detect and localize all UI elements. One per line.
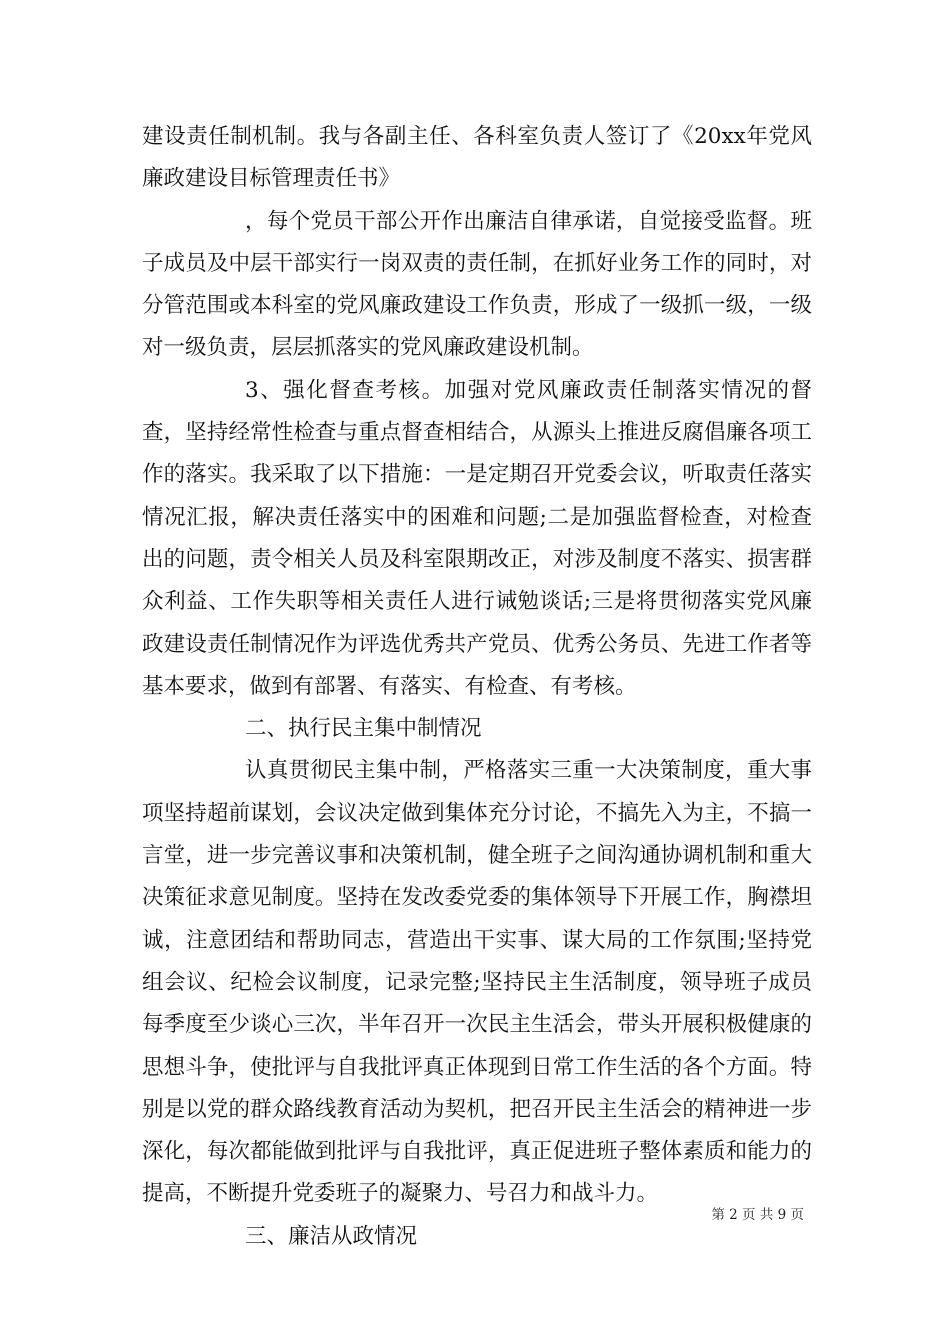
page-number-footer: 第 2 页 共 9 页 [711, 1207, 804, 1223]
paragraph-1: 建设责任制机制。我与各副主任、各科室负责人签订了《20xx年党风廉政建设目标管理责任书》 [142, 124, 812, 192]
section-heading-2: 二、执行民主集中制情况 [245, 716, 482, 742]
paragraph-4: 认真贯彻民主集中制，严格落实三重一大决策制度，重大事项坚持超前谋划，会议决定做到集体充分讨论，不搞先入为主，不搞一言堂，进一步完善议事和决策机制，健全班子之间沟通协调机制和重大决策征求意见制度。坚持在发改委党委的集体领导下开展工作，胸襟坦诚，注意团结和帮助同志，营造出干实事、谋大局的工作氛围;坚持党组会议、纪检会议制度，记录完整;坚持民主生活制度，领导班子成员每季度至少谈心三次，半年召开一次民主生活会，带头开展积极健康的思想斗争，使批评与自我批评真正体现到日常工作生活的各个方面。特别是以党的群众路线教育活动为契机，把召开民主生活会的精神进一步深化，每次都能做到批评与自我批评，真正促进班子整体素质和能力的提高，不断提升党委班子的凝聚力、号召力和战斗力。 [142, 758, 812, 1207]
paragraph-3: 3、强化督查考核。加强对党风廉政责任制落实情况的督查，坚持经常性检查与重点督查相结合，从源头上推进反腐倡廉各项工作的落实。我采取了以下措施：一是定期召开党委会议，听取责任落实情况汇报，解决责任落实中的困难和问题;二是加强监督检查，对检查出的问题，责令相关人员及科室限期改正，对涉及制度不落实、损害群众利益、工作失职等相关责任人进行诫勉谈话;三是将贯彻落实党风廉政建设责任制情况作为评选优秀共产党员、优秀公务员、先进工作者等基本要求，做到有部署、有落实、有检查、有考核。 [142, 377, 812, 699]
section-heading-3: 三、廉洁从政情况 [245, 1223, 418, 1249]
paragraph-2: ，每个党员干部公开作出廉洁自律承诺，自觉接受监督。班子成员及中层干部实行一岗双责的责任制，在抓好业务工作的同时，对分管范围或本科室的党风廉政建设工作负责，形成了一级抓一级，一级对一级负责，层层抓落实的党风廉政建设机制。 [142, 208, 812, 361]
document-body [142, 116, 812, 1258]
